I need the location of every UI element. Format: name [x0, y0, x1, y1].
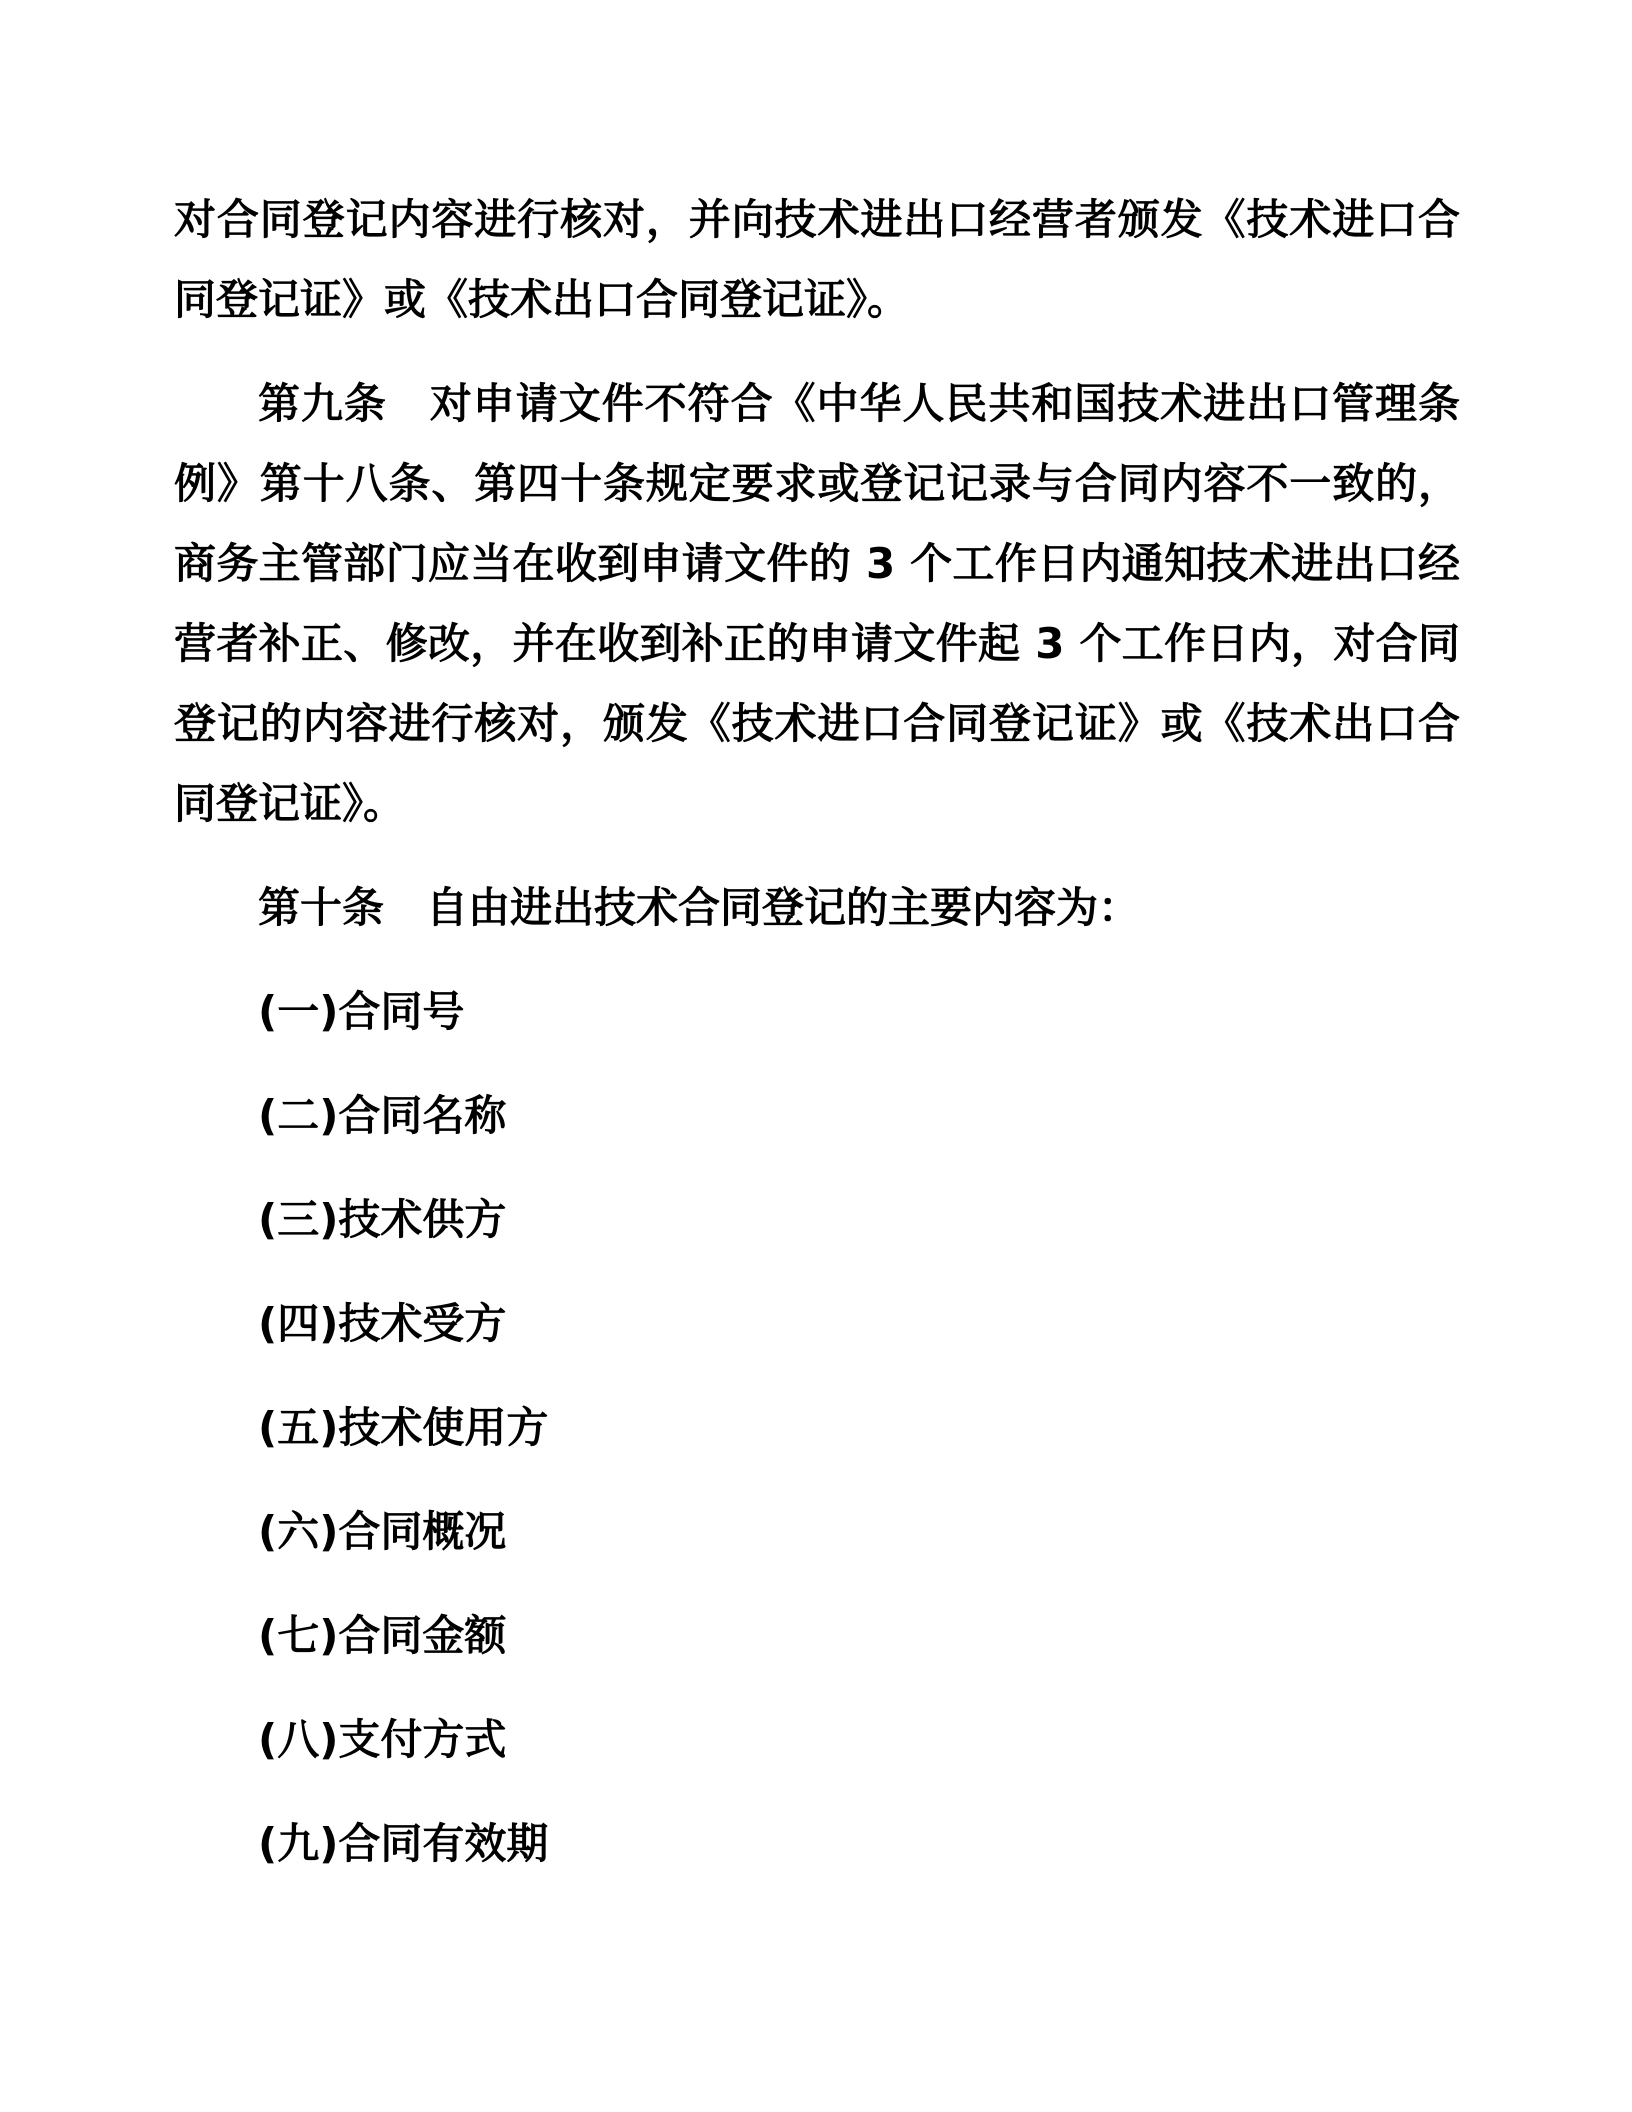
list-item-contract-name: (二)合同名称 [258, 1091, 507, 1140]
list-item-contract-number: (一)合同号 [258, 987, 465, 1036]
list-item-technology-supplier: (三)技术供方 [258, 1195, 507, 1244]
paragraph-article-10: 第十条 自由进出技术合同登记的主要内容为： [258, 883, 1141, 932]
list-item-technology-recipient: (四)技术受方 [258, 1299, 507, 1348]
list-item-contract-overview: (六)合同概况 [258, 1507, 507, 1556]
paragraph-continuation: 对合同登记内容进行核对，并向技术进出口经营者颁发《技术进口合同登记证》或《技术出口合同登记证》。 [174, 195, 1460, 324]
list-item-contract-validity-period: (九)合同有效期 [258, 1819, 549, 1868]
list-item-contract-amount: (七)合同金额 [258, 1611, 507, 1660]
document-body [174, 180, 1460, 1884]
list-item-technology-user: (五)技术使用方 [258, 1403, 549, 1452]
paragraph-article-9: 第九条 对申请文件不符合《中华人民共和国技术进出口管理条例》第十八条、第四十条规定要求或登记记录与合同内容不一致的，商务主管部门应当在收到申请文件的 3 个工作日内通知技术进出口经营者补正、修改，并在收到补正的申请文件起 3 个工作日内，对合同登记的内容进行核对，颁发《技术进口合同登记证》或《技术出口合同登记证》。 [174, 379, 1460, 828]
list-item-payment-method: (八)支付方式 [258, 1715, 507, 1764]
